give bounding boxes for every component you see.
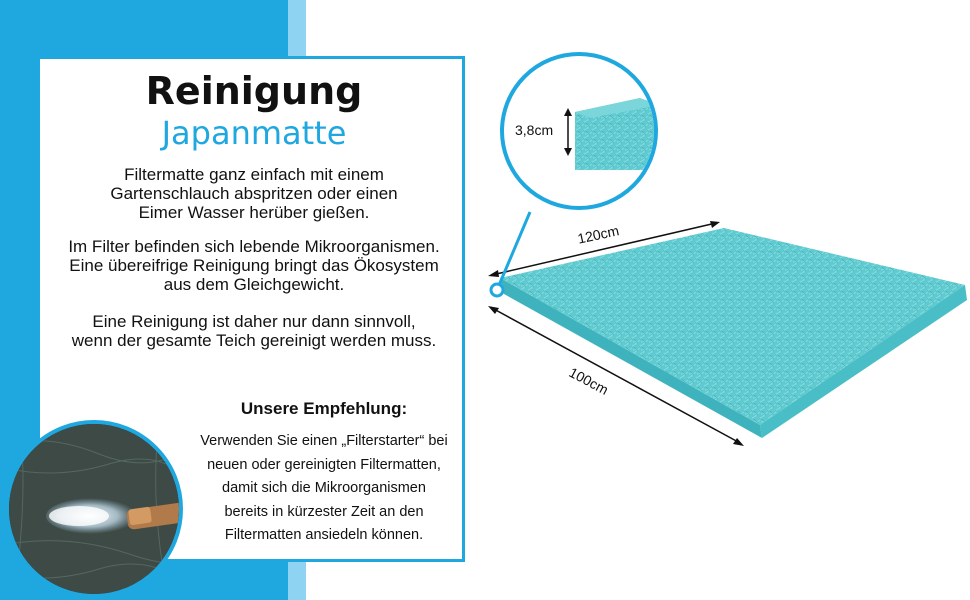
page-subtitle: Japanmatte <box>161 114 347 152</box>
text-line: Gartenschlauch abspritzen oder einen <box>110 184 398 203</box>
text-line: Filtermatten ansiedeln können. <box>224 527 424 543</box>
recommendation-heading: Unsere Empfehlung: <box>240 399 408 418</box>
text-line: Im Filter befinden sich lebende Mikroorganismen. <box>68 237 440 256</box>
text-line: Eimer Wasser herüber gießen. <box>138 203 370 222</box>
text-line: Eine übereifrige Reinigung bringt das Ökosystem <box>69 256 439 275</box>
text-line: damit sich die Mikroorganismen <box>222 480 426 496</box>
text-line: Verwenden Sie einen „Filterstarter“ bei <box>200 433 448 449</box>
page-title: Reinigung <box>145 69 363 113</box>
text-line: neuen oder gereinigten Filtermatten, <box>207 456 441 473</box>
text-line: aus dem Gleichgewicht. <box>163 275 345 294</box>
width-label: 120cm <box>576 222 621 247</box>
zoom-anchor <box>491 284 503 296</box>
text-line: Filtermatte ganz einfach mit einem <box>124 165 384 184</box>
depth-label: 100cm <box>566 364 612 398</box>
text-line: wenn der gesamte Teich gereinigt werden muss. <box>71 331 437 350</box>
thickness-label: 3,8cm <box>515 122 554 138</box>
text-line: Eine Reinigung ist daher nur dann sinnvoll, <box>92 312 416 331</box>
text-line: bereits in kürzester Zeit an den <box>224 503 424 520</box>
